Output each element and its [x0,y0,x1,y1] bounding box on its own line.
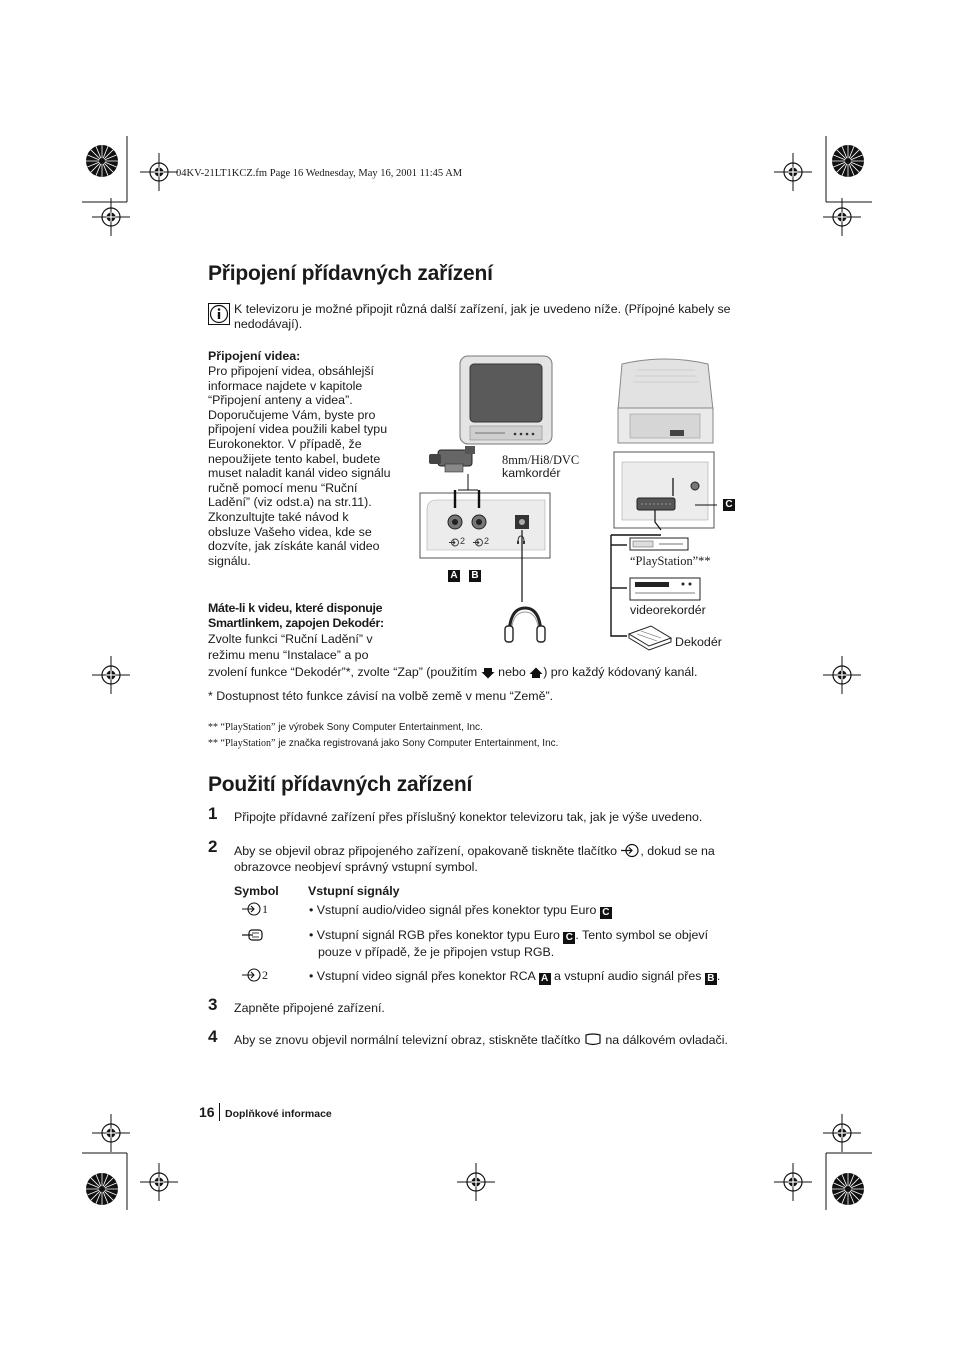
connector-c-label: C [563,932,575,944]
arrow-down-icon [481,667,495,679]
section-title-use: Použití přídavných zařízení [208,773,473,796]
input-icon [620,843,640,858]
connector-b-label: B [705,973,717,985]
intro-text: K televizoru je možné připojit různá další zařízení, jak je uvedeno níže. (Přípojné kabely se nedodávají). [234,302,731,331]
step-text-3: Zapněte připojené zařízení. [234,1001,385,1015]
input-icon [240,968,262,982]
footnote-playstation-2: ** “PlayStation” je značka registrovaná jako Sony Computer Entertainment, Inc. [208,738,559,749]
connector-c-label: C [723,499,735,511]
decoder-label: Dekodér [675,635,722,649]
page-number: 16 [199,1104,215,1120]
playstation-label: “PlayStation”** [630,554,711,568]
decoder-illustration [629,626,671,650]
signal-row-2b: pouze v případě, že je připojen vstup RGB. [318,945,555,959]
arrow-up-icon [529,667,543,679]
camcorder-illustration [429,446,475,472]
file-info-line: 04KV-21LT1KCZ.fm Page 16 Wednesday, May 16, 2001 11:45 AM [176,168,463,179]
vcr-illustration [630,578,700,600]
smartlink-text-2: režimu menu “Instalace” a po [208,648,369,662]
signal-row-3: • Vstupní video signál přes konektor RCA A a vstupní audio signál přes B . [309,969,721,984]
tv-button-icon [584,1033,602,1047]
tv-back-illustration [618,359,713,443]
connector-b-label: B [469,570,481,582]
footnote-playstation-1: ** “PlayStation” je výrobek Sony Computer Entertainment, Inc. [208,722,483,733]
jack-label-av2: 2 [473,536,489,547]
symbol-rgb [240,928,264,943]
info-icon [208,303,230,325]
playstation-illustration [630,538,688,550]
smartlink-text-3: zvolení funkce “Dekodér”*, zvolte “Zap” (použitím nebo ) pro každý kódovaný kanál. [208,665,698,679]
headphone-symbol-icon [516,535,526,545]
step-number-1: 1 [208,804,218,823]
step-number-2: 2 [208,837,218,856]
jack-label-av1: 2 [449,536,465,547]
table-header-symbol: Symbol [234,884,279,898]
smartlink-heading: Máte-li k videu, které disponuje Smartlinkem, zapojen Dekodér: [208,601,384,630]
connector-a-label: A [448,570,460,582]
footer-divider [219,1103,220,1121]
footer-section-name: Doplňkové informace [225,1108,332,1120]
signal-row-1: • Vstupní audio/video signál přes konektor typu Euro C [309,903,612,919]
video-paragraph: Pro připojení videa, obsáhlejší informace najdete v kapitole “Připojení anteny a videa”. Doporučujeme Vám, byste pro připojení videa použili kabel typu Eurokonektor. V případě, že nepoužijete tento kabel, budete muset naladit kanál video signálu ručně pomocí menu “Ruční Ladění” (viz odst.a) na str.11). Zkonzultujte také návod k obsluze Vašeho videa, kde se dozvíte, jak získáte kanál video signálu. [208,364,391,568]
input-icon [473,538,484,547]
step-number-4: 4 [208,1027,218,1046]
symbol-av1: 1 [240,902,268,917]
step-number-3: 3 [208,995,218,1014]
vcr-label: videorekordér [630,603,706,617]
tv-front-illustration [460,356,552,444]
camcorder-label: 8mm/Hi8/DVC [502,453,580,467]
input-icon [240,902,262,916]
footnote-star: * Dostupnost této funkce závisí na volbě země v menu “Země”. [208,689,554,703]
step-text-2: Aby se objevil obraz připojeného zařízení, opakovaně tiskněte tlačítko , dokud se na [234,844,715,858]
step-text-1: Připojte přídavné zařízení přes příslušný konektor televizoru tak, jak je výše uvedeno. [234,810,703,824]
connector-c-label: C [600,907,612,919]
table-header-signals: Vstupní signály [308,884,400,898]
headphones-illustration [505,608,545,642]
section-title-connect: Připojení přídavných zařízení [208,262,493,285]
input-icon [449,538,460,547]
step-text-2b: obrazovce neobjeví správný vstupní symbol. [234,860,478,874]
rgb-input-icon [240,928,264,942]
connector-a-label: A [539,973,551,985]
camcorder-label-2: kamkordér [502,466,561,480]
step-text-4: Aby se znovu objevil normální televizní obraz, stiskněte tlačítko na dálkovém ovladači. [234,1033,728,1047]
video-heading: Připojení videa: [208,349,301,363]
smartlink-text-1: Zvolte funkci “Ruční Ladění” v [208,632,373,646]
signal-row-2: • Vstupní signál RGB přes konektor typu Euro C . Tento symbol se objeví [309,928,709,943]
symbol-av2: 2 [240,968,268,983]
